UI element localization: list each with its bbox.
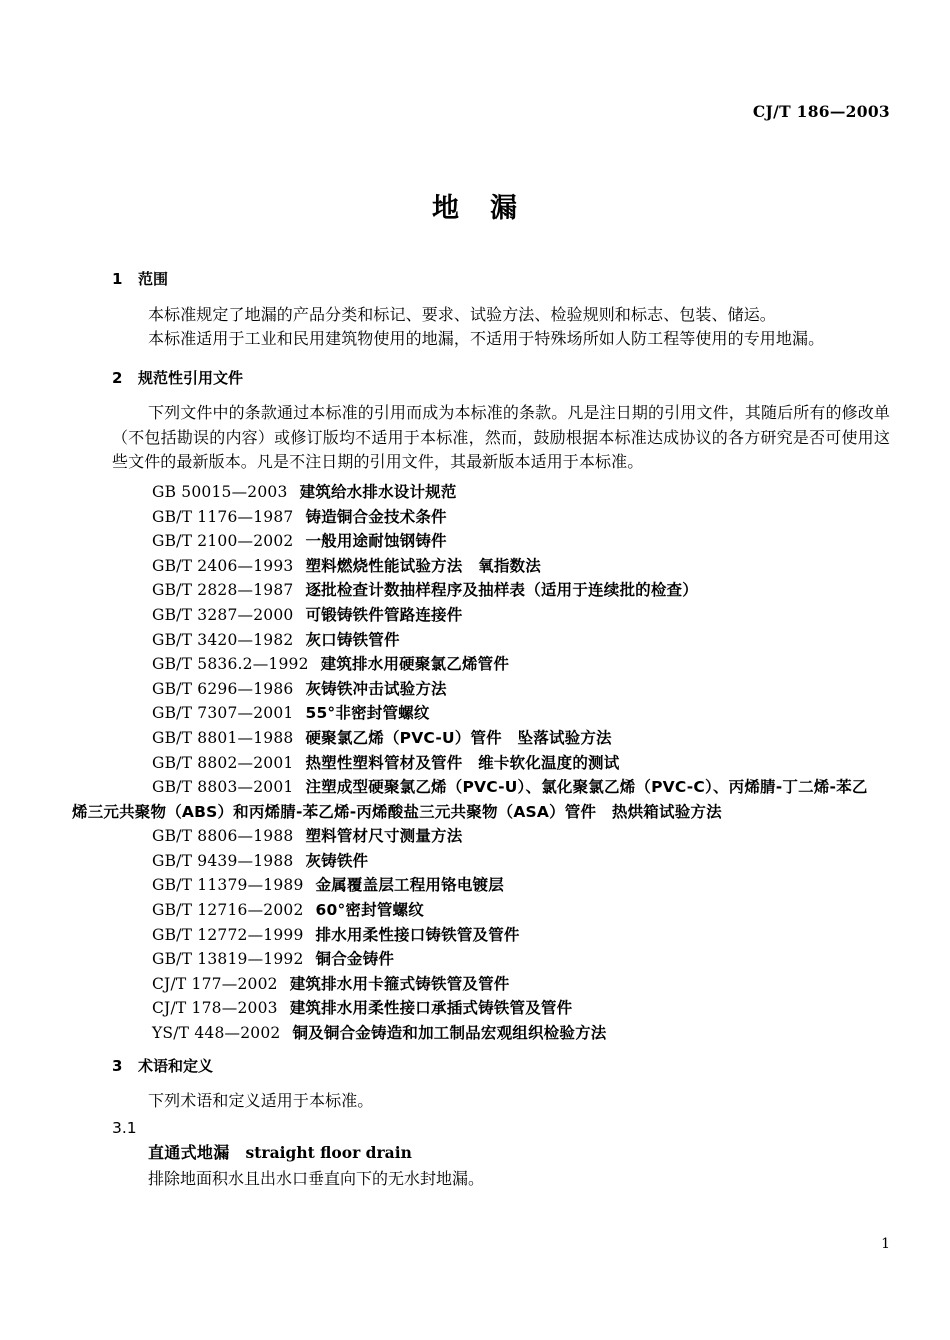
section-title-2: 规范性引用文件 xyxy=(138,368,244,387)
normative-references-paragraph: 下列文件中的条款通过本标准的引用而成为本标准的条款。凡是注日期的引用文件，其随后所有的修改单（不包括勘误的内容）或修订版均不适用于本标准，然而，鼓励根据本标准达成协议的各方研究是否可使用这些文件的最新版本。凡是不注日期的引用文件，其最新版本适用于本标准。 xyxy=(112,403,890,472)
reference-code: GB 50015—2003 xyxy=(152,482,288,501)
term-definition: 排除地面积水且出水口垂直向下的无水封地漏。 xyxy=(148,1169,485,1189)
list-item xyxy=(72,775,890,824)
term-entry-3-1 xyxy=(112,1141,890,1166)
reference-code: CJ/T 177—2002 xyxy=(152,974,278,993)
list-item xyxy=(112,947,890,972)
list-item xyxy=(112,751,890,776)
running-header xyxy=(0,102,890,121)
reference-title: 灰铸铁冲击试验方法 xyxy=(305,679,447,698)
reference-code: GB/T 6296—1986 xyxy=(152,679,294,698)
list-item xyxy=(112,554,890,579)
reference-title: 一般用途耐蚀钢铸件 xyxy=(305,532,447,551)
reference-code: GB/T 8802—2001 xyxy=(152,753,294,772)
reference-title: 铜及铜合金铸造和加工制品宏观组织检验方法 xyxy=(292,1024,607,1043)
list-item xyxy=(112,996,890,1021)
reference-title: 铸造铜合金技术条件 xyxy=(305,507,447,526)
scope-paragraph-1: 本标准规定了地漏的产品分类和标记、要求、试验方法、检验规则和标志、包装、储运。 xyxy=(148,304,776,324)
reference-code: GB/T 8806—1988 xyxy=(152,827,294,846)
list-item xyxy=(112,652,890,677)
page-title xyxy=(0,186,950,225)
section-heading-normative-references xyxy=(112,369,890,389)
list-item xyxy=(112,480,890,505)
page-number-value: 1 xyxy=(881,1236,890,1252)
list-item xyxy=(112,923,890,948)
reference-code: GB/T 7307—2001 xyxy=(152,704,294,723)
title-char-2: 漏 xyxy=(490,193,518,224)
reference-title: 可锻铸铁件管路连接件 xyxy=(305,605,463,624)
reference-title: 排水用柔性接口铸铁管及管件 xyxy=(315,925,520,944)
reference-title: 塑料燃烧性能试验方法 氧指数法 xyxy=(305,556,541,575)
term-name-chinese: 直通式地漏 xyxy=(148,1142,230,1162)
reference-code: GB/T 8801—1988 xyxy=(152,728,294,747)
reference-code: GB/T 3420—1982 xyxy=(152,630,294,649)
reference-title: 塑料管材尺寸测量方法 xyxy=(305,827,463,846)
reference-code: GB/T 2828—1987 xyxy=(152,581,294,600)
list-item xyxy=(112,677,890,702)
list-item xyxy=(112,824,890,849)
reference-code: YS/T 448—2002 xyxy=(152,1024,281,1043)
document-body xyxy=(72,270,890,1192)
scope-paragraph-2: 本标准适用于工业和民用建筑物使用的地漏，不适用于特殊场所如人防工程等使用的专用地漏。 xyxy=(148,329,825,349)
reference-title: 铜合金铸件 xyxy=(315,950,395,969)
page-number xyxy=(0,1236,890,1252)
reference-code: GB/T 8803—2001 xyxy=(152,778,294,797)
list-item xyxy=(112,529,890,554)
list-item xyxy=(112,505,890,530)
reference-code: GB/T 9439—1988 xyxy=(152,851,294,870)
title-char-1: 地 xyxy=(432,193,460,224)
section-title-3: 术语和定义 xyxy=(138,1056,214,1075)
reference-code: GB/T 11379—1989 xyxy=(152,876,304,895)
section-heading-scope xyxy=(112,270,890,290)
normative-reference-list xyxy=(72,480,890,1046)
reference-title: 金属覆盖层工程用铬电镀层 xyxy=(315,876,504,895)
section-title-1: 范围 xyxy=(138,270,169,288)
term-name-english: straight floor drain xyxy=(245,1142,412,1162)
reference-title: 灰铸铁件 xyxy=(305,851,369,870)
reference-code: GB/T 12772—1999 xyxy=(152,925,304,944)
reference-title: 热塑性塑料管材及管件 维卡软化温度的测试 xyxy=(305,753,620,772)
list-item xyxy=(112,873,890,898)
section-spacer-2 xyxy=(112,1046,890,1057)
list-item xyxy=(112,628,890,653)
reference-title: 注塑成型硬聚氯乙烯（PVC-U）、氯化聚氯乙烯（PVC-C）、丙烯腈-丁二烯-苯乙 xyxy=(305,778,868,797)
list-item xyxy=(112,603,890,628)
list-item xyxy=(112,849,890,874)
reference-title: 建筑给水排水设计规范 xyxy=(299,482,457,501)
reference-title: 建筑排水用硬聚氯乙烯管件 xyxy=(320,655,510,674)
reference-title: 灰口铸铁管件 xyxy=(305,630,400,649)
list-item xyxy=(112,701,890,726)
clause-number-3-1: 3.1 xyxy=(112,1118,137,1137)
reference-title: 建筑排水用卡箍式铸铁管及管件 xyxy=(289,974,510,993)
reference-code: GB/T 13819—1992 xyxy=(152,950,304,969)
reference-code: GB/T 2406—1993 xyxy=(152,556,294,575)
section-heading-terms xyxy=(112,1057,890,1077)
reference-code: GB/T 12716—2002 xyxy=(152,901,304,920)
section-number-2: 2 xyxy=(112,368,123,387)
reference-title: 硬聚氯乙烯（PVC-U）管件 坠落试验方法 xyxy=(305,728,612,747)
reference-code: GB/T 5836.2—1992 xyxy=(152,655,309,674)
header-standard-code: CJ/T 186—2003 xyxy=(752,102,890,121)
reference-code: GB/T 1176—1987 xyxy=(152,507,294,526)
reference-code: CJ/T 178—2003 xyxy=(152,999,278,1018)
reference-code: GB/T 3287—2000 xyxy=(152,605,294,624)
reference-title: 60°密封管螺纹 xyxy=(315,901,424,920)
list-item xyxy=(112,578,890,603)
reference-code: GB/T 2100—2002 xyxy=(152,532,294,551)
section-spacer-1 xyxy=(112,352,890,369)
reference-title: 55°非密封管螺纹 xyxy=(305,704,430,723)
list-item xyxy=(112,898,890,923)
section-number-1: 1 xyxy=(112,270,123,288)
list-item xyxy=(112,972,890,997)
list-item xyxy=(112,726,890,751)
reference-title-continuation: 烯三元共聚物（ABS）和丙烯腈-苯乙烯-丙烯酸盐三元共聚物（ASA）管件 热烘箱试验方法 xyxy=(72,802,722,821)
reference-title: 逐批检查计数抽样程序及抽样表（适用于连续批的检查） xyxy=(305,581,698,600)
terms-paragraph: 下列术语和定义适用于本标准。 xyxy=(148,1091,374,1111)
list-item xyxy=(112,1021,890,1046)
section-number-3: 3 xyxy=(112,1056,123,1075)
reference-title: 建筑排水用柔性接口承插式铸铁管及管件 xyxy=(289,999,573,1018)
